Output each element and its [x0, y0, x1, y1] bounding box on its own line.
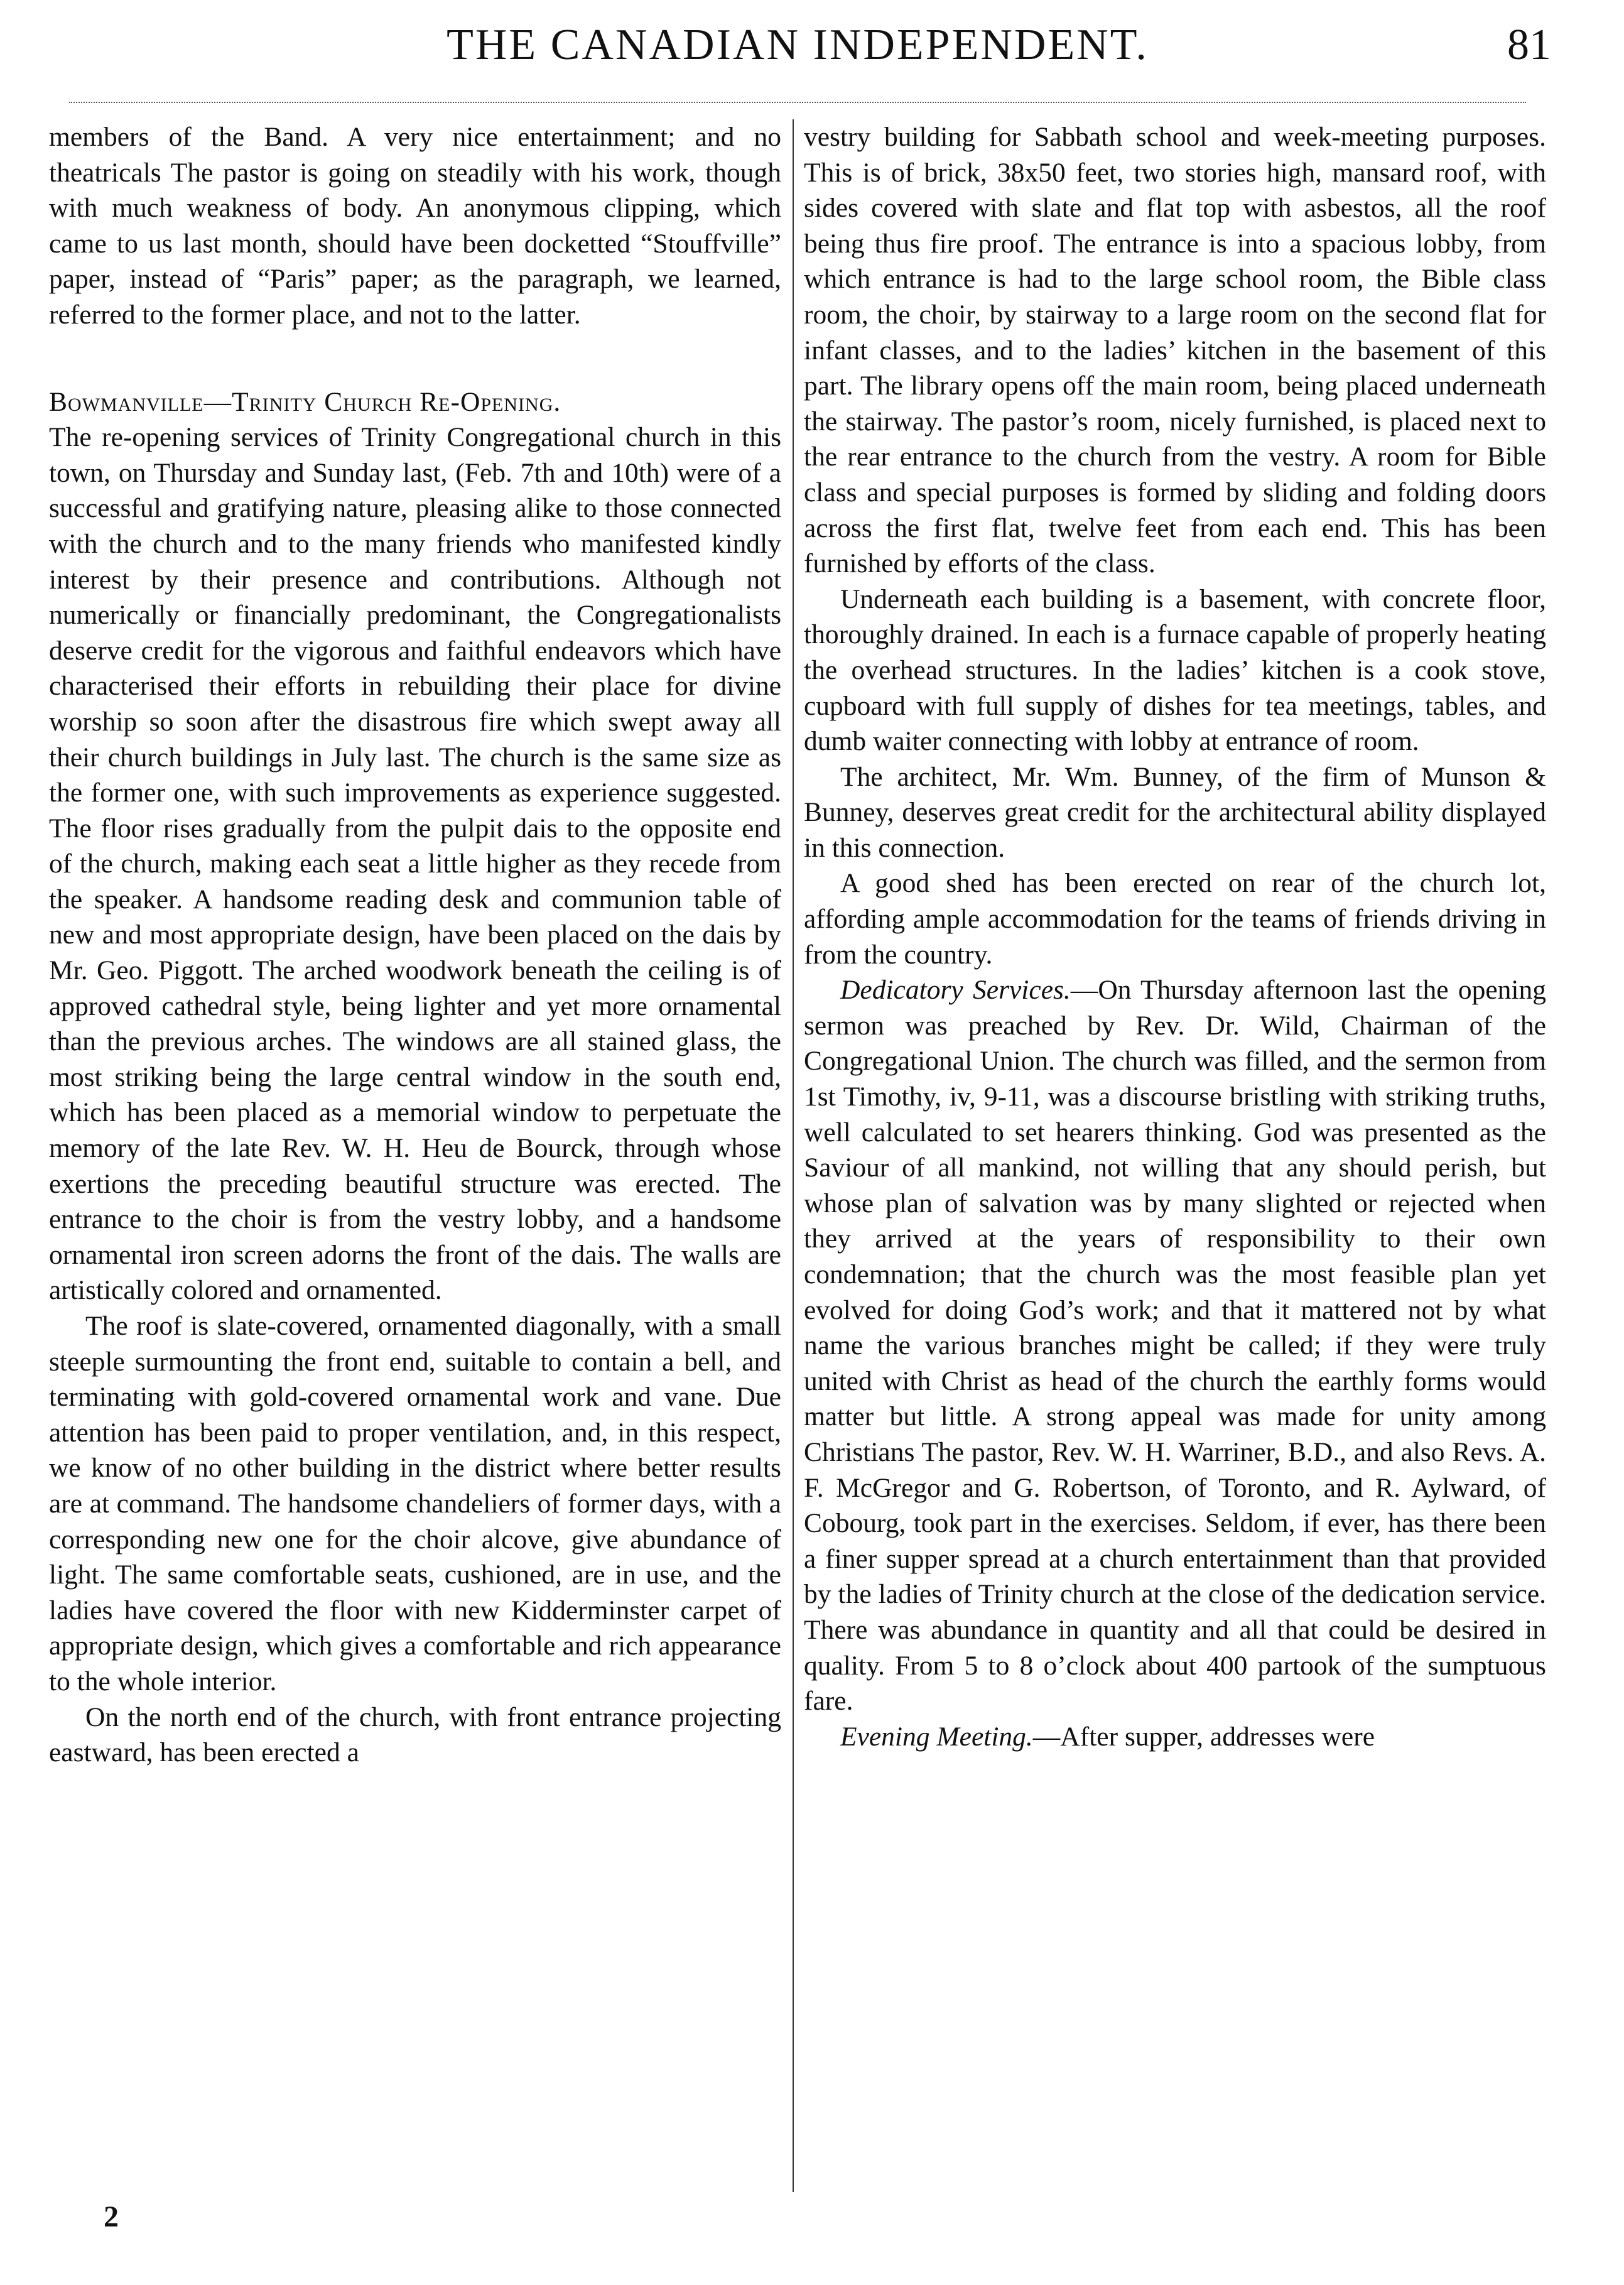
subheading-dedicatory-services: Dedicatory Services.: [840, 975, 1071, 1006]
publication-title: THE CANADIAN INDEPENDENT.: [447, 21, 1149, 69]
paragraph: The architect, Mr. Wm. Bunney, of the firm of Munson & Bunney, deserves great credit for the architectural ability displayed in this connection.: [804, 761, 1546, 863]
column-divider: [793, 119, 794, 2192]
paragraph: [804, 972, 1546, 1718]
section-heading: Bowmanville—Trinity Church Re-Opening.: [49, 386, 561, 417]
page-number: 81: [1507, 21, 1551, 69]
paragraph: A good shed has been erected on rear of the church lot, affording ample accommodation for the teams of friends driving in from the country.: [804, 868, 1546, 970]
paragraph: The re-opening services of Trinity Congregational church in this town, on Thursday and Sunday last, (Feb. 7th and 10th) were of a successful and gratifying nature, pleasing alike to those connected with the church and to the many friends who manifested kindly interest by their presence and contributions. Although not numerically or financially predominant, the Congregationalists deserve credit for the vigorous and faithful endeavors which have characterised their efforts in rebuilding their place for divine worship so soon after the disastrous fire which swept away all their church buildings in July last. The church is the same size as the former one, with such improvements as experience suggested. The floor rises gradually from the pulpit dais to the opposite end of the church, making each seat a little higher as they recede from the speaker. A handsome reading desk and communion table of new and most appropriate design, have been placed on the dais by Mr. Geo. Piggott. The arched woodwork beneath the ceiling is of approved cathedral style, being lighter and yet more ornamental than the previous arches. The windows are all stained glass, the most striking being the large central window in the south end, which has been placed as a memorial window to perpetuate the memory of the late Rev. W. H. Heu de Bourck, through whose exertions the preceding beautiful structure was erected. The entrance to the choir is from the vestry lobby, and a handsome ornamental iron screen adorns the front of the dais. The walls are artistically colored and ornamented.: [49, 422, 781, 1306]
paragraph-continued: members of the Band. A very nice entertainment; and no theatricals The pastor is going on steadily with his work, though with much weakness of body. An anonymous clipping, which came to us last month, should have been docketted “Stouffville” paper, instead of “Paris” paper; as the paragraph, we learned, referred to the former place, and not to the latter.: [49, 122, 781, 330]
signature-mark: 2: [104, 2200, 119, 2233]
paragraph-text: —On Thursday afternoon last the opening sermon was preached by Rev. Dr. Wild, Chairman of the Congregational Union. The church was filled, and the sermon from 1st Timothy, iv, 9-11, was a discourse bristling with striking truths, well calculated to set hearers thinking. God was presented as the Saviour of all mankind, not willing that any should perish, but whose plan of salvation was by many slighted or rejected when they arrived at the years of responsibility to their own condemnation; that the church was the most feasible plan yet evolved for doing God’s work; and that it mattered not by what name the various branches might be called; if they were truly united with Christ as head of the church the earthly forms would matter but little. A strong appeal was made for unity among Christians The pastor, Rev. W. H. Warriner, B.D., and also Revs. A. F. McGregor and G. Robertson, of Toronto, and R. Aylward, of Cobourg, took part in the exercises. Seldom, if ever, has there been a finer supper spread at a church entertainment than that provided by the ladies of Trinity church at the close of the dedication service. There was abundance in quantity and all that could be desired in quality. From 5 to 8 o’clock about 400 partook of the sumptuous fare.: [804, 975, 1546, 1717]
right-column: [804, 119, 1546, 2192]
left-column: [49, 119, 781, 2186]
header-rule: [69, 102, 1526, 103]
subheading-evening-meeting: Evening Meeting.: [840, 1721, 1033, 1752]
paragraph: Underneath each building is a basement, with concrete floor, thoroughly drained. In each is a furnace capable of properly heating the overhead structures. In the ladies’ kitchen is a cook stove, cupboard with full supply of dishes for tea meetings, tables, and dumb waiter connecting with lobby at entrance of room.: [804, 583, 1546, 757]
page-header: [44, 8, 1551, 102]
paragraph-continued: vestry building for Sabbath school and week-meeting purposes. This is of brick, 38x50 feet, two stories high, mansard roof, with sides covered with slate and flat top with asbestos, all the roof being thus fire proof. The entrance is into a spacious lobby, from which entrance is had to the large school room, the Bible class room, the choir, by stairway to a large room on the second flat for infant classes, and to the ladies’ kitchen in the basement of this part. The library opens off the main room, being placed underneath the stairway. The pastor’s room, nicely furnished, is placed next to the rear entrance to the church from the vestry. A room for Bible class and special purposes is formed by sliding and folding doors across the first flat, twelve feet from each end. This has been furnished by efforts of the class.: [804, 122, 1546, 579]
paragraph-text: —After supper, addresses were: [1032, 1721, 1375, 1752]
paragraph: [804, 1719, 1546, 1755]
paragraph: On the north end of the church, with front entrance projecting eastward, has been erected a: [49, 1702, 781, 1768]
paragraph: The roof is slate-covered, ornamented diagonally, with a small steeple surmounting the front end, suitable to contain a bell, and terminating with gold-covered ornamental work and vane. Due attention has been paid to proper ventilation, and, in this respect, we know of no other building in the district where better results are at command. The handsome chandeliers of former days, with a corresponding new one for the choir alcove, give abundance of light. The same comfortable seats, cushioned, are in use, and the ladies have covered the floor with new Kidderminster carpet of appropriate design, which gives a comfortable and rich appearance to the whole interior.: [49, 1311, 781, 1696]
